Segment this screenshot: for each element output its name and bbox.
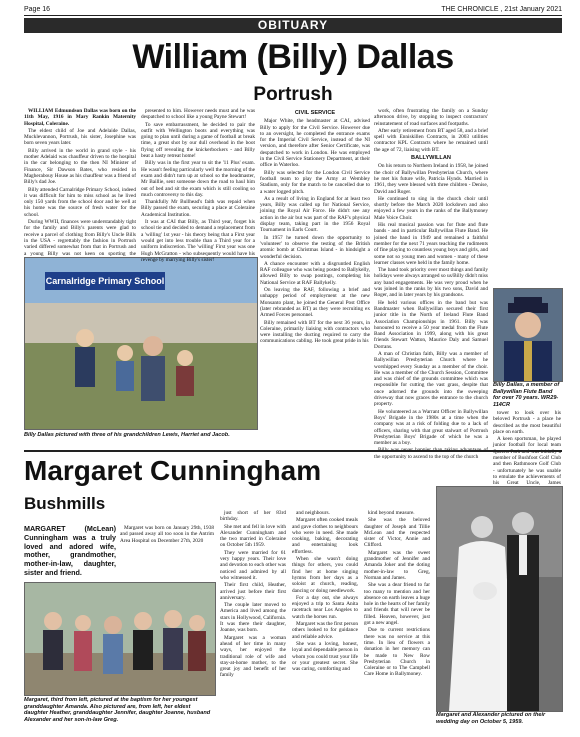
billy-paragraph: He held various offices in the band but was Bandmaster when Ballywillan secured their first junior title in the North of Ireland Flute Band Association Championships in 1961. Billy was honoured to receive a 50 year medal from the Flute Band Association in 1999, along with his great friends Stewart Watton, Maurice Daly and Samuel Dorrans. bbox=[374, 299, 488, 350]
billy-headline: William (Billy) Dallas bbox=[132, 38, 454, 76]
billy-paragraph: A keen sportsman, he played junior football for local team member of Bushfoot Golf Club and then Rathmoore Golf Club - unfortunately he was unable to emulate the achievements of his Great Uncle, James bbox=[493, 436, 561, 487]
margaret-paragraph: Margaret was the first person others looked to for guidance and reliable advice. bbox=[292, 621, 358, 640]
margaret-column-2 bbox=[220, 510, 286, 728]
wedding-photo bbox=[436, 486, 563, 712]
billy-paragraph: On leaving the RAF, following a brief and unhappy period of employment at the new Monsanto plant, he joined the General Post Office (later rebranded as BT) as they were recruiting ex Armed Forces personnel. bbox=[260, 287, 370, 319]
billy-paragraph: During WWII, finances were understandably tight for the family and Billy's parents were glad to receive a parcel of clothing from Billy's Uncle Bills in the USA - regrettably the fashion in Portrush varied differed somewhat from that in Portrush and a young Billy was not keen on sporting the bbox=[24, 219, 136, 257]
margaret-paragraph: The couple later moved to America and lived among the stars in Hollywood, California. It was there their daughter, Joanne, was born. bbox=[220, 602, 286, 634]
ballywillan-heading: BALLYWILLAN bbox=[411, 155, 451, 162]
school-photo bbox=[24, 257, 258, 430]
margaret-paragraph: just short of her 83rd birthday. bbox=[220, 510, 286, 523]
billy-paragraph: work, often frustrating the family on a Sunday afternoon drive, by stopping to inspect contractors' reinstatement of road surfaces and footpaths. bbox=[374, 108, 488, 127]
margaret-paragraph: Margaret often cooked meals and gave clothes to neighbours who were in need. She made cooking, baking, decorating and entertaining look effortless. bbox=[292, 517, 358, 555]
billy-paragraph: Major White, the headmaster at CAI, advised Billy to apply for the Civil Service. However due to an oversight, he completed the entrance exams for the Imperial Civil Service, instead of the NI version, and therefore after Senior Certificate, was despatched to work in London. He was employed in the Civil Service Stationery Department, at their office in Waterloo. bbox=[260, 118, 370, 169]
margaret-paragraph: She was a dear friend to far too many to mention and her absence on earth leaves a huge hole in the hearts of her family and friends that will never be filled. Heaven, however, just got a new angel. bbox=[364, 582, 430, 627]
wedding-photo-illustration bbox=[437, 487, 562, 711]
wedding-photo-caption: Margaret and Alexander pictured on their wedding day on October 5, 1959. bbox=[436, 712, 546, 725]
family-photo-caption: Margaret, third from left, pictured at the baptism for her youngest granddaughter Amanda. Also pictured are, from left, her eldest daughter Heather, granddaughter Jennifer, daughter Joanne, husband Alexander and her son-in-law Greg. bbox=[24, 697, 211, 723]
billy-paragraph: On his return to Northern Ireland in 1958, he joined the choir of Ballywillan Presbyterian Church, where he met his future wife, Patricia Hynds. Married in 1961, they were blessed with three children - Denise, David and Roger. bbox=[374, 163, 488, 195]
billy-column-1 bbox=[24, 108, 136, 255]
header-rule bbox=[24, 15, 562, 16]
billy-paragraph: He volunteered as a Warrant Officer in Ballywillan Boys' Brigade in the 1980s at a time when the company was at a risk of folding due to a lack of officers, sharing with that great stalwart of Portrush Presbyterian Boys' Brigade of which he was a member as a boy. bbox=[374, 408, 488, 447]
billy-paragraph: A man of Christian faith, Billy was a member of Ballywillan Presbyterian Church where he worshipped every Sunday as a member of the choir. He was a member of the Church Session, Committee and was chief of the grounds committee which was responsible for cutting the vast grass, despite that once adorned the grounds into the sweeping driveway that now graces the entrance to the church property. bbox=[374, 350, 488, 408]
civil-service-heading: CIVIL SERVICE bbox=[294, 110, 336, 116]
billy-paragraph: Billy attended Carnalridge Primary School, indeed it was difficult for him to miss school as he lived only 150 yards from the school door and he well at his home was the source of fresh water for the school. bbox=[24, 186, 136, 218]
margaret-paragraph: For a day out, she always enjoyed a trip to Santa Anita racetrack near Los Angeles to watch the horses run. bbox=[292, 594, 358, 620]
band-portrait bbox=[493, 288, 563, 382]
billy-paragraph: Billy was selected for the London Civil Service football team to play the Army at Wembley Stadium, only for the match to be cancelled due to a water logged pitch. bbox=[260, 169, 370, 195]
margaret-paragraph: Margaret was a woman ahead of her time in many ways, her enjoyed the traditional role of wife and stay-at-home mother, to the great joy and benefit of her family bbox=[220, 634, 286, 679]
billy-paragraph: Thankfully Mr Bullhead's faith was repaid when Billy passed the exam, securing a place at Coleraine Academical Institution. bbox=[141, 199, 255, 218]
margaret-paragraph: She met and fell in love with Alexander Cunningham and the two married in Coleraine on October 5th 1959. bbox=[220, 523, 286, 549]
paper-dateline: THE CHRONICLE , 21st January 2021 bbox=[441, 6, 562, 13]
billy-paragraph: Billy was in the first year to sit the '11 Plus' exam. He wasn't feeling particularly well the morning of the exam and didn't turn up at school so the headmaster, Mr Baillie, sent someone down the road to haul him out of bed and sit the exam which is still cooling so much controversy to this day. bbox=[141, 160, 255, 198]
family-photo bbox=[24, 582, 216, 696]
billy-paragraph: In 1957 he turned down the opportunity to 'volunteer' to observe the testing of the British atomic bomb at Christmas Island - in hindsight a wonderful decision. bbox=[260, 234, 370, 260]
band-portrait-illustration bbox=[494, 289, 562, 381]
billy-paragraph: Billy remained with BT for the next 36 years, in Coleraine, primarily liaising with contractors who were installing the ducting required to carry the communications cabling. He took great pride in his bbox=[260, 319, 370, 345]
billy-column-2 bbox=[141, 108, 255, 263]
billy-paragraph: The eldest child of Joe and Adelaide Dallas, Mucklevannon, Portrush, his sister, Josephine was born seven years later. bbox=[24, 127, 136, 147]
section-band bbox=[24, 18, 562, 33]
billy-lede: WILLIAM Edmundson Dallas was born on the 11th May, 1916 in Mary Rankin Maternity Hospital, Coleraine. bbox=[24, 108, 136, 127]
margaret-paragraph: Due to current restrictions there was no service at this time. In lieu of flowers a donation in her memory can be made to New Row Presbyterian Church in Coleraine or to The Campbell Care Home in Ballymoney. bbox=[364, 627, 430, 678]
margaret-paragraph: Their first child, Heather, arrived just before their first anniversary. bbox=[220, 582, 286, 601]
school-photo-caption: Billy Dallas pictured with three of his grandchildren Lewis, Harriet and Jacob. bbox=[24, 432, 230, 438]
section-divider bbox=[24, 450, 562, 452]
billy-column-3 bbox=[374, 108, 488, 460]
billy-column-2b bbox=[260, 108, 370, 418]
billy-paragraph: presented to him. However needs must and he was despatched to school like a young Payne Stewart! bbox=[141, 108, 255, 121]
billy-paragraph: tower to look over his beloved Portrush - a place he described as the most beautiful place on earth. bbox=[493, 410, 561, 435]
margaret-paragraph: Margaret was the sweet grandmother of Jennifer and Amanda Joker and the doting mother-in-law to Greg, Norman and James. bbox=[364, 549, 430, 581]
school-sign-text: Carnalridge Primary School bbox=[45, 276, 165, 286]
billy-paragraph: A chance encounter with a disgruntled English RAF colleague who was being posted to Ballykelly, allowed Billy to swap postings, completing his National Service at RAF Ballykelly. bbox=[260, 260, 370, 286]
margaret-paragraph: She was a loving, honest, loyal and dependable person in whom you could trust your life or your greatest secret. She was caring, comforting and bbox=[292, 640, 358, 673]
margaret-paragraph: kind beyond measure. bbox=[368, 510, 415, 516]
band-portrait-caption: Billy Dallas, a member of Ballywillan Flute Band for over 70 years. WR29-114CR bbox=[493, 382, 560, 408]
family-photo-illustration bbox=[25, 583, 215, 695]
billy-paragraph: It was at CAI that Billy, as Third year, forget his school tie and decided to demand a replacement from a 'willing' 1st year - his theory being that a First year would get into less trouble than a Third year for a uniform indiscretion. The 'willing' First year was one Hugh McGratton - who subsequently would have his revenge by marrying Billy's sister! bbox=[141, 219, 255, 263]
billy-paragraph: The band took priority over most things and family holidays were always arranged so us/Billy didn't miss any band engagements. He was very proud when he was joined in the ranks by his two sons, David and Roger, and in later years by his grandsons. bbox=[374, 267, 488, 299]
billy-paragraph: To save embarrassment, he decided to pair the outfit with Wellington boots and everything was going to plan until during a game of football at break time, a great shot by our dull overhead in the boot flying off revealing the knickerbockers - and Billy beat a hasty retreat home! bbox=[141, 121, 255, 160]
billy-subhead: Portrush bbox=[253, 84, 333, 105]
billy-paragraph: After early retirement from BT aged 58, and a brief spell with Enniskillen Contracts, in 2003 utilities contractor KPL Contracts where he remained until the age of 72, liaising with BT. bbox=[374, 127, 488, 153]
margaret-column-3 bbox=[292, 510, 358, 728]
billy-paragraph: the opportunity to ascend to the top of the church bbox=[374, 453, 479, 460]
margaret-column-1 bbox=[120, 525, 214, 577]
school-photo-illustration bbox=[25, 258, 257, 429]
margaret-subhead: Bushmills bbox=[24, 494, 106, 513]
billy-paragraph: As a result of living in England for at least two years, Billy was called up for National Service, joining the Royal Air Force. He didn't see any action in the air but was part of the RAF's physical display team, taking part in the 1956 Royal Tournament in Earls Court. bbox=[260, 195, 370, 234]
page-number: Page 16 bbox=[24, 6, 51, 13]
billy-column-4 bbox=[493, 410, 561, 487]
margaret-paragraph: They were married for 61 very happy years. Their love and devotion to each other was noticed and admired by all who witnessed it. bbox=[220, 549, 286, 581]
margaret-paragraph: and neighbours. bbox=[296, 510, 330, 516]
margaret-paragraph: Margaret was born on January 29th, 1938 and passed away all too soon in the Antrim Area Hospital on December 27th, 2020 bbox=[120, 525, 214, 544]
billy-paragraph: His real musical passion was for flute and flute bands - and in particular Ballywillan Flute Band. He joined the band in 1949 and remained a faithful member for the next 71 years teaching the rudiments of fine playing to countless young boys and girls, and some not so young men and women - many of these learner classes were held in the family home. bbox=[374, 222, 488, 266]
margaret-paragraph: She was the beloved daughter of Joseph and Tillie McLean and the respected sister of Victor, Annie and Clifford. bbox=[364, 517, 430, 549]
margaret-paragraph: When she wasn't doing things for others, you could find her at home singing hymns from her days as a soloist at church, reading, dancing or doing needlework. bbox=[292, 556, 358, 594]
billy-paragraph: He continued to sing in the church choir until shortly before the March 2020 lockdown and also enjoyed a few years in the ranks of the Ballymoney Male Voice Choir. bbox=[374, 195, 488, 221]
margaret-headline: Margaret Cunningham bbox=[24, 455, 322, 486]
margaret-intro: MARGARET (McLean) Cunningham was a truly loved and adored wife, mother, grandmother, mother-in-law, daughter, sister and friend. bbox=[24, 524, 116, 577]
billy-paragraph: Billy arrived in the world in grand style - his mother Adelaid was chauffeur driven to the hospital in the car belonging to the then NI Minister of Finance, Sir Dawson Bates, who resided in Magherabouy House as his chauffeur was a friend of Billy's dad Joe. bbox=[24, 147, 136, 186]
margaret-column-4 bbox=[364, 510, 430, 728]
section-title: OBITUARY bbox=[257, 18, 329, 32]
